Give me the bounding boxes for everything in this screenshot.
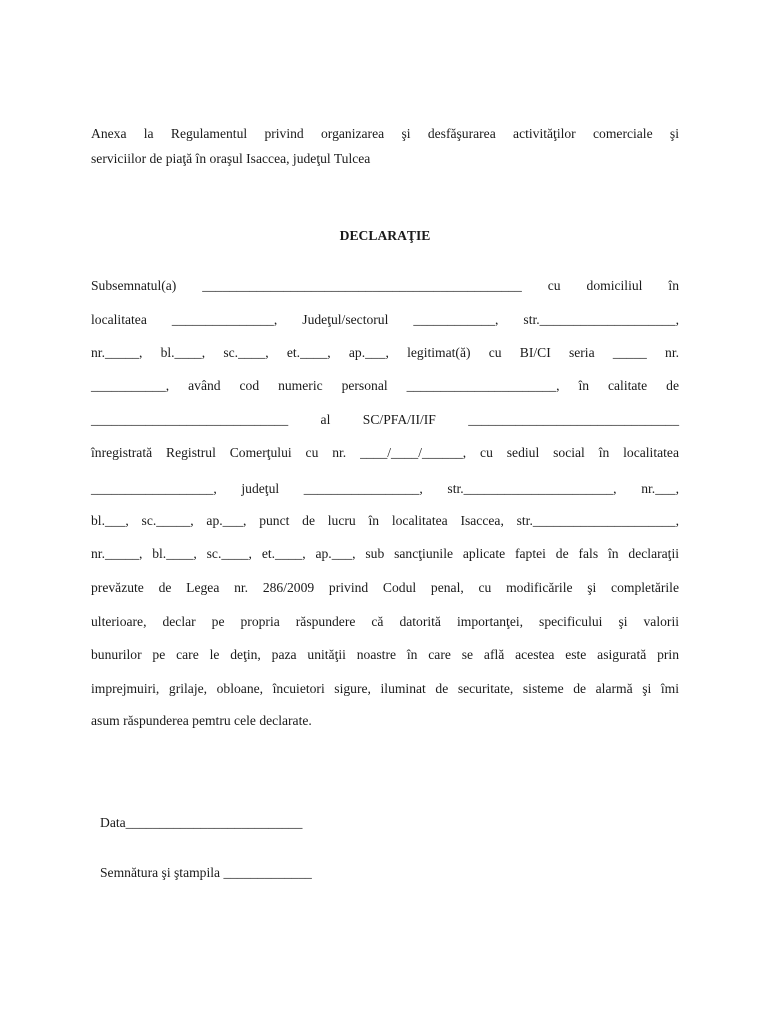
body-line: ___________, având cod numeric personal ______________________, în calitate de: [91, 378, 679, 393]
body-line: localitatea _______________, Judeţul/sectorul ____________, str.____________________,: [91, 312, 679, 327]
body-line: asum răspunderea pemtru cele declarate.: [91, 713, 312, 728]
body-line: __________________, judeţul _________________, str.______________________, nr.___,: [91, 481, 679, 496]
document-title: DECLARAŢIE: [339, 228, 431, 243]
body-line: bunurilor pe care le deţin, paza unităţii noastre în care se află acestea este asigurată prin: [91, 647, 679, 662]
annex-line-2: serviciilor de piaţă în oraşul Isaccea, judeţul Tulcea: [91, 151, 371, 166]
date-field: Data__________________________: [100, 815, 303, 830]
body-line: prevăzute de Legea nr. 286/2009 privind Codul penal, cu modificările şi completările: [91, 580, 679, 595]
body-line: nr._____, bl.____, sc.____, et.____, ap.___, sub sancţiunile aplicate faptei de fals în declaraţii: [91, 546, 679, 561]
body-line: nr._____, bl.____, sc.____, et.____, ap.___, legitimat(ă) cu BI/CI seria _____ nr.: [91, 345, 679, 360]
body-line: înregistrată Registrul Comerţului cu nr. ____/____/______, cu sediul social în localitatea: [91, 445, 679, 460]
annex-line-1: Anexa la Regulamentul privind organizarea şi desfăşurarea activităţilor comerciale şi: [91, 126, 679, 141]
signature-stamp-field: Semnătura şi ştampila _____________: [100, 865, 312, 880]
body-line: Subsemnatul(a) _______________________________________________ cu domiciliul în: [91, 278, 679, 293]
body-line: bl.___, sc._____, ap.___, punct de lucru în localitatea Isaccea, str._____________________,: [91, 513, 679, 528]
body-line: ulterioare, declar pe propria răspundere că datorită importanţei, specificului şi valorii: [91, 614, 679, 629]
body-line: _____________________________ al SC/PFA/II/IF _______________________________: [91, 412, 679, 427]
body-line: imprejmuiri, grilaje, obloane, încuietori sigure, iluminat de securitate, sisteme de alarmă şi îmi: [91, 681, 679, 696]
